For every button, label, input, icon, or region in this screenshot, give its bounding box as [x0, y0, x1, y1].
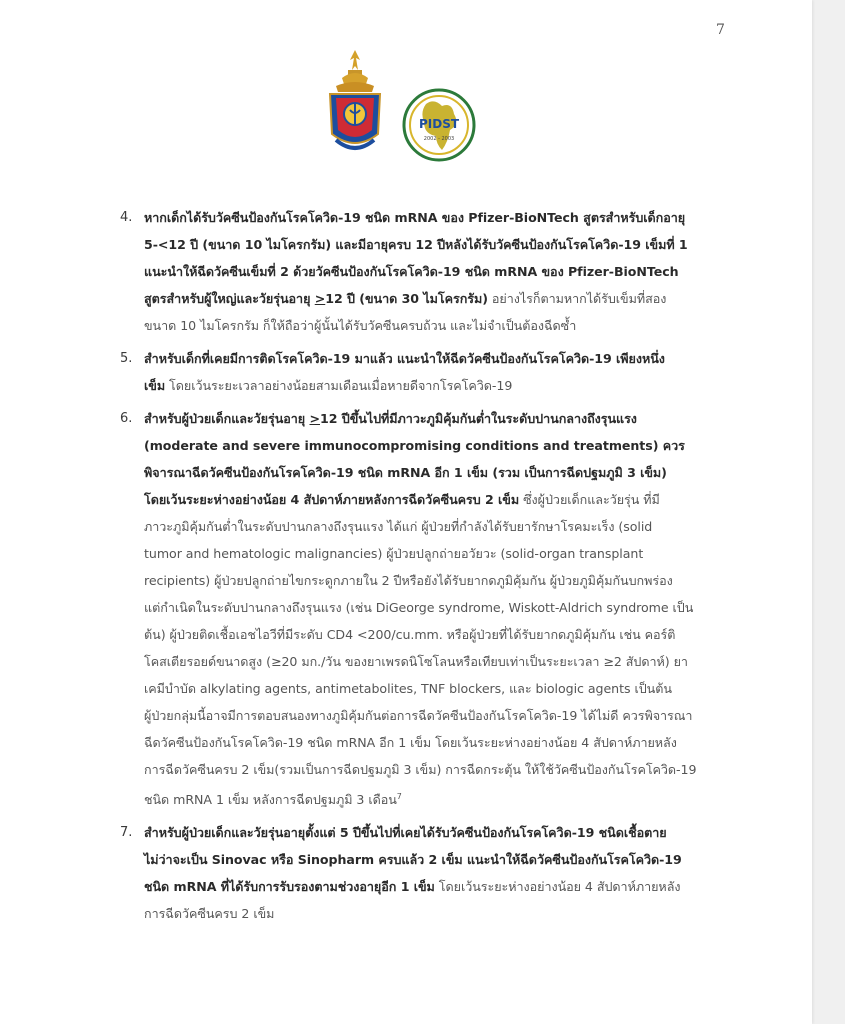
- text-line: [144, 345, 726, 372]
- text: ชนิด mRNA 1 เข็ม หลังการฉีดปฐมภูมิ 3 เดือน: [144, 792, 397, 808]
- bold-text: >: [309, 411, 320, 426]
- bold-text: สำหรับเด็กที่เคยมีการติดโรคโควิด-19 มาแล้ว แนะนำให้ฉีดวัคซีนป้องกันโรคโควิด-19 เพียงหนึ่ง: [144, 351, 665, 366]
- header-logos: [322, 48, 482, 166]
- text: ภาวะภูมิคุ้มกันต่ำในระดับปานกลางถึงรุนแรง ได้แก่ ผู้ป่วยที่กำลังได้รับยารักษาโรคมะเร็ง (solid: [144, 519, 653, 534]
- text-line: [144, 729, 726, 756]
- text: โดยเว้นระยะเวลาอย่างน้อยสามเดือนเมื่อหายดีจากโรคโควิด-19: [165, 378, 513, 393]
- bold-text: แนะนำให้ฉีดวัคซีนเข็มที่ 2 ด้วยวัคซีนป้องกันโรคโควิด-19 ชนิด mRNA ของ Pfizer-BioNTech: [144, 264, 679, 279]
- text-line: [144, 486, 726, 513]
- text-line: [144, 372, 726, 399]
- text-line: [144, 783, 726, 813]
- text: recipients) ผู้ป่วยปลูกถ่ายไขกระดูกภายใน 2 ปีหรือยังได้รับยากดภูมิคุ้มกัน ผู้ป่วยภูมิคุ้มกันบกพร่อง: [144, 573, 673, 588]
- text-line: [144, 312, 726, 339]
- list-item-number: 4.: [120, 210, 133, 225]
- text: โคสเตียรอยด์ขนาดสูง (≥20 มก./วัน ของยาเพรดนิโซโลนหรือเทียบเท่าเป็นระยะเวลา ≥2 สัปดาห์) ยา: [144, 654, 688, 669]
- text: ซึ่งผู้ป่วยเด็กและวัยรุ่น ที่มี: [519, 492, 660, 507]
- text: การฉีดวัคซีนครบ 2 เข็ม(รวมเป็นการฉีดปฐมภูมิ 3 เข็ม) การฉีดกระตุ้น ให้ใช้วัคซีนป้องกันโรคโควิด-19: [144, 762, 697, 777]
- text-line: [144, 459, 726, 486]
- text: โดยเว้นระยะห่างอย่างน้อย 4 สัปดาห์ภายหลัง: [434, 879, 681, 895]
- list-item: [120, 405, 726, 813]
- text: อย่างไรก็ตามหากได้รับเข็มที่สอง: [487, 291, 667, 306]
- text-line: [144, 513, 726, 540]
- bold-text: โดยเว้นระยะห่างอย่างน้อย 4 สัปดาห์ภายหลังการฉีดวัคซีนครบ 2 เข็ม: [144, 492, 520, 507]
- text-line: [144, 204, 726, 231]
- bold-text: หากเด็กได้รับวัคซีนป้องกันโรคโควิด-19 ชนิด mRNA ของ Pfizer-BioNTech สูตรสำหรับเด็กอายุ: [144, 210, 686, 225]
- list-item: [120, 204, 726, 339]
- bold-text: สูตรสำหรับผู้ใหญ่และวัยรุ่นอายุ: [144, 291, 315, 306]
- list-item: [120, 345, 726, 399]
- text-line: [144, 567, 726, 594]
- text-line: [144, 873, 726, 900]
- text-line: [144, 285, 726, 312]
- page-number: 7: [716, 22, 725, 38]
- list-item: [120, 819, 726, 927]
- text-line: [144, 702, 726, 729]
- text: การฉีดวัคซีนครบ 2 เข็ม: [144, 906, 275, 922]
- bold-text: ไม่ว่าจะเป็น Sinovac หรือ Sinopharm ครบแล้ว 2 เข็ม แนะนำให้ฉีดวัคซีนป้องกันโรคโควิด-19: [144, 852, 682, 868]
- text: ต้น) ผู้ป่วยติดเชื้อเอชไอวีที่มีระดับ CD4 <200/cu.mm. หรือผู้ป่วยที่ได้รับยากดภูมิคุ้มกัน เช่น คอร์ติ: [144, 627, 676, 642]
- bold-text: 12 ปี (ขนาด 30 ไมโครกรัม): [325, 291, 488, 306]
- bold-text: ชนิด mRNA ที่ได้รับการรับรองตามช่วงอายุอีก 1 เข็ม: [144, 879, 435, 895]
- bold-text: เข็ม: [144, 378, 166, 393]
- text: 7: [396, 792, 402, 801]
- text-line: [144, 258, 726, 285]
- list-item-number: 7.: [120, 825, 133, 841]
- text-line: [144, 540, 726, 567]
- pidst-logo: [402, 88, 476, 162]
- text: ฉีดวัคซีนป้องกันโรคโควิด-19 ชนิด mRNA อีก 1 เข็ม โดยเว้นระยะห่างอย่างน้อย 4 สัปดาห์ภายหลัง: [144, 735, 677, 750]
- text-line: [144, 621, 726, 648]
- text-line: [144, 648, 726, 675]
- text-line: [144, 405, 726, 432]
- bold-text: สำหรับผู้ป่วยเด็กและวัยรุ่นอายุตั้งแต่ 5 ปีขึ้นไปที่เคยได้รับวัคซีนป้องกันโรคโควิด-19 ชนิดเชื้อตาย: [144, 825, 667, 841]
- bold-text: สำหรับผู้ป่วยเด็กและวัยรุ่นอายุ: [144, 411, 310, 426]
- text-line: [144, 900, 726, 927]
- recommendation-list: [120, 204, 726, 933]
- bold-text: 5-<12 ปี (ขนาด 10 ไมโครกรัม) และมีอายุครบ 12 ปีหลังได้รับวัคซีนป้องกันโรคโควิด-19 เข็มที่ 1: [144, 237, 688, 252]
- pidst-logo-years: 2002 - 2003: [423, 136, 455, 142]
- pidst-logo-text: PIDST: [418, 117, 460, 131]
- text: ผู้ป่วยกลุ่มนี้อาจมีการตอบสนองทางภูมิคุ้มกันต่อการฉีดวัคซีนป้องกันโรคโควิด-19 ได้ไม่ดี ควรพิจารณา: [144, 708, 693, 723]
- text-line: [144, 432, 726, 459]
- text-line: [144, 675, 726, 702]
- text-line: [144, 756, 726, 783]
- text-line: [144, 594, 726, 621]
- text-line: [144, 846, 726, 873]
- text: เคมีบำบัด alkylating agents, antimetabolites, TNF blockers, และ biologic agents เป็นต้น: [144, 681, 672, 696]
- text-line: [144, 819, 726, 846]
- list-item-number: 6.: [120, 411, 133, 426]
- bold-text: (moderate and severe immunocompromising conditions and treatments) ควร: [144, 438, 685, 453]
- department-emblem-logo: [322, 48, 388, 160]
- bold-text: พิจารณาฉีดวัคซีนป้องกันโรคโควิด-19 ชนิด mRNA อีก 1 เข็ม (รวม เป็นการฉีดปฐมภูมิ 3 เข็ม): [144, 465, 667, 480]
- text: ขนาด 10 ไมโครกรัม ก็ให้ถือว่าผู้นั้นได้รับวัคซีนครบถ้วน และไม่จำเป็นต้องฉีดซ้ำ: [144, 318, 577, 333]
- bold-text: 12 ปีขึ้นไปที่มีภาวะภูมิคุ้มกันต่ำในระดับปานกลางถึงรุนแรง: [320, 411, 637, 426]
- text: แต่กำเนิดในระดับปานกลางถึงรุนแรง (เช่น DiGeorge syndrome, Wiskott-Aldrich syndrome เป็น: [144, 600, 694, 615]
- text-line: [144, 231, 726, 258]
- bold-text: >: [314, 291, 326, 306]
- list-item-number: 5.: [120, 351, 133, 366]
- text: tumor and hematologic malignancies) ผู้ป่วยปลูกถ่ายอวัยวะ (solid-organ transplant: [144, 546, 644, 561]
